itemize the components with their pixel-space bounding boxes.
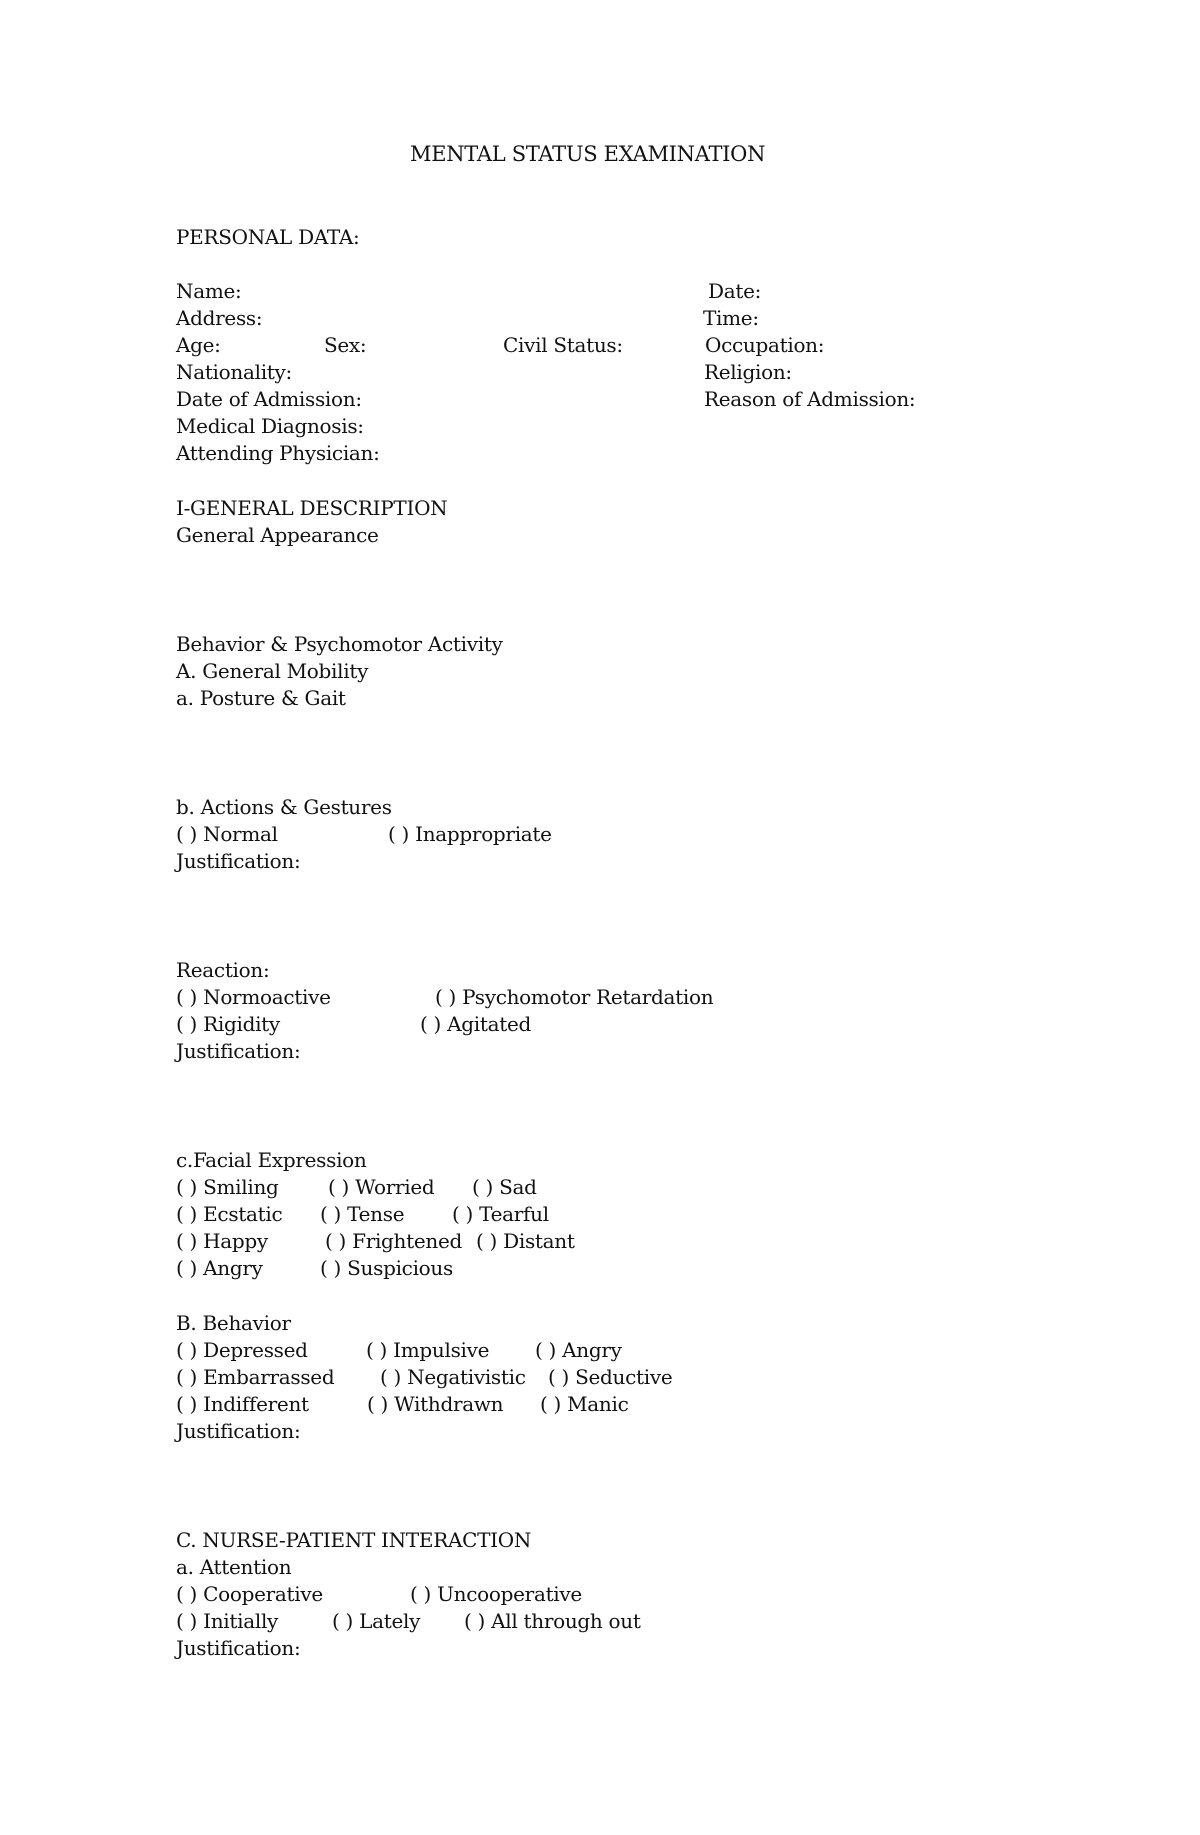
option-tearful[interactable]: ( ) Tearful — [452, 1202, 549, 1226]
age-label: Age: — [176, 333, 221, 357]
option-negativistic[interactable]: ( ) Negativistic — [380, 1365, 526, 1389]
option-withdrawn[interactable]: ( ) Withdrawn — [367, 1392, 504, 1416]
option-angry[interactable]: ( ) Angry — [535, 1338, 622, 1362]
option-seductive[interactable]: ( ) Seductive — [548, 1365, 673, 1389]
option-suspicious[interactable]: ( ) Suspicious — [320, 1256, 453, 1280]
posture-gait-label: a. Posture & Gait — [176, 686, 346, 710]
reaction-heading: Reaction: — [176, 958, 270, 982]
actions-gestures-heading: b. Actions & Gestures — [176, 795, 392, 819]
attending-physician-label: Attending Physician: — [176, 441, 380, 465]
option-embarrassed[interactable]: ( ) Embarrassed — [176, 1365, 335, 1389]
option-impulsive[interactable]: ( ) Impulsive — [366, 1338, 490, 1362]
justification-label: Justification: — [176, 1636, 301, 1660]
option-lately[interactable]: ( ) Lately — [332, 1609, 421, 1633]
date-label: Date: — [708, 279, 762, 303]
option-frightened[interactable]: ( ) Frightened — [325, 1229, 463, 1253]
option-sad[interactable]: ( ) Sad — [472, 1175, 537, 1199]
occupation-label: Occupation: — [705, 333, 825, 357]
religion-label: Religion: — [704, 360, 792, 384]
page-title: MENTAL STATUS EXAMINATION — [410, 142, 766, 166]
option-agitated[interactable]: ( ) Agitated — [420, 1012, 531, 1036]
option-depressed[interactable]: ( ) Depressed — [176, 1338, 308, 1362]
option-worried[interactable]: ( ) Worried — [328, 1175, 435, 1199]
option-smiling[interactable]: ( ) Smiling — [176, 1175, 279, 1199]
option-all-through-out[interactable]: ( ) All through out — [464, 1609, 641, 1633]
attention-heading: a. Attention — [176, 1555, 292, 1579]
option-ecstatic[interactable]: ( ) Ecstatic — [176, 1202, 283, 1226]
option-initially[interactable]: ( ) Initially — [176, 1609, 279, 1633]
behavior-heading: B. Behavior — [176, 1311, 291, 1335]
option-normoactive[interactable]: ( ) Normoactive — [176, 985, 331, 1009]
option-angry[interactable]: ( ) Angry — [176, 1256, 263, 1280]
personal-data-heading: PERSONAL DATA: — [176, 225, 360, 249]
justification-label: Justification: — [176, 849, 301, 873]
option-normal[interactable]: ( ) Normal — [176, 822, 278, 846]
option-inappropriate[interactable]: ( ) Inappropriate — [388, 822, 552, 846]
option-indifferent[interactable]: ( ) Indifferent — [176, 1392, 309, 1416]
option-psychomotor-retardation[interactable]: ( ) Psychomotor Retardation — [435, 985, 714, 1009]
option-happy[interactable]: ( ) Happy — [176, 1229, 268, 1253]
option-manic[interactable]: ( ) Manic — [540, 1392, 629, 1416]
civil-status-label: Civil Status: — [503, 333, 623, 357]
option-tense[interactable]: ( ) Tense — [320, 1202, 405, 1226]
option-cooperative[interactable]: ( ) Cooperative — [176, 1582, 323, 1606]
behavior-psychomotor-heading: Behavior & Psychomotor Activity — [176, 632, 503, 656]
option-rigidity[interactable]: ( ) Rigidity — [176, 1012, 280, 1036]
justification-label: Justification: — [176, 1039, 301, 1063]
reason-of-admission-label: Reason of Admission: — [704, 387, 916, 411]
time-label: Time: — [703, 306, 759, 330]
name-label: Name: — [176, 279, 242, 303]
general-mobility-heading: A. General Mobility — [176, 659, 369, 683]
address-label: Address: — [176, 306, 263, 330]
sex-label: Sex: — [324, 333, 367, 357]
option-distant[interactable]: ( ) Distant — [476, 1229, 575, 1253]
general-description-heading: I-GENERAL DESCRIPTION — [176, 496, 448, 520]
facial-expression-heading: c.Facial Expression — [176, 1148, 367, 1172]
medical-diagnosis-label: Medical Diagnosis: — [176, 414, 364, 438]
general-appearance-label: General Appearance — [176, 523, 379, 547]
justification-label: Justification: — [176, 1419, 301, 1443]
nurse-patient-interaction-heading: C. NURSE-PATIENT INTERACTION — [176, 1528, 532, 1552]
option-uncooperative[interactable]: ( ) Uncooperative — [410, 1582, 582, 1606]
date-of-admission-label: Date of Admission: — [176, 387, 362, 411]
nationality-label: Nationality: — [176, 360, 292, 384]
